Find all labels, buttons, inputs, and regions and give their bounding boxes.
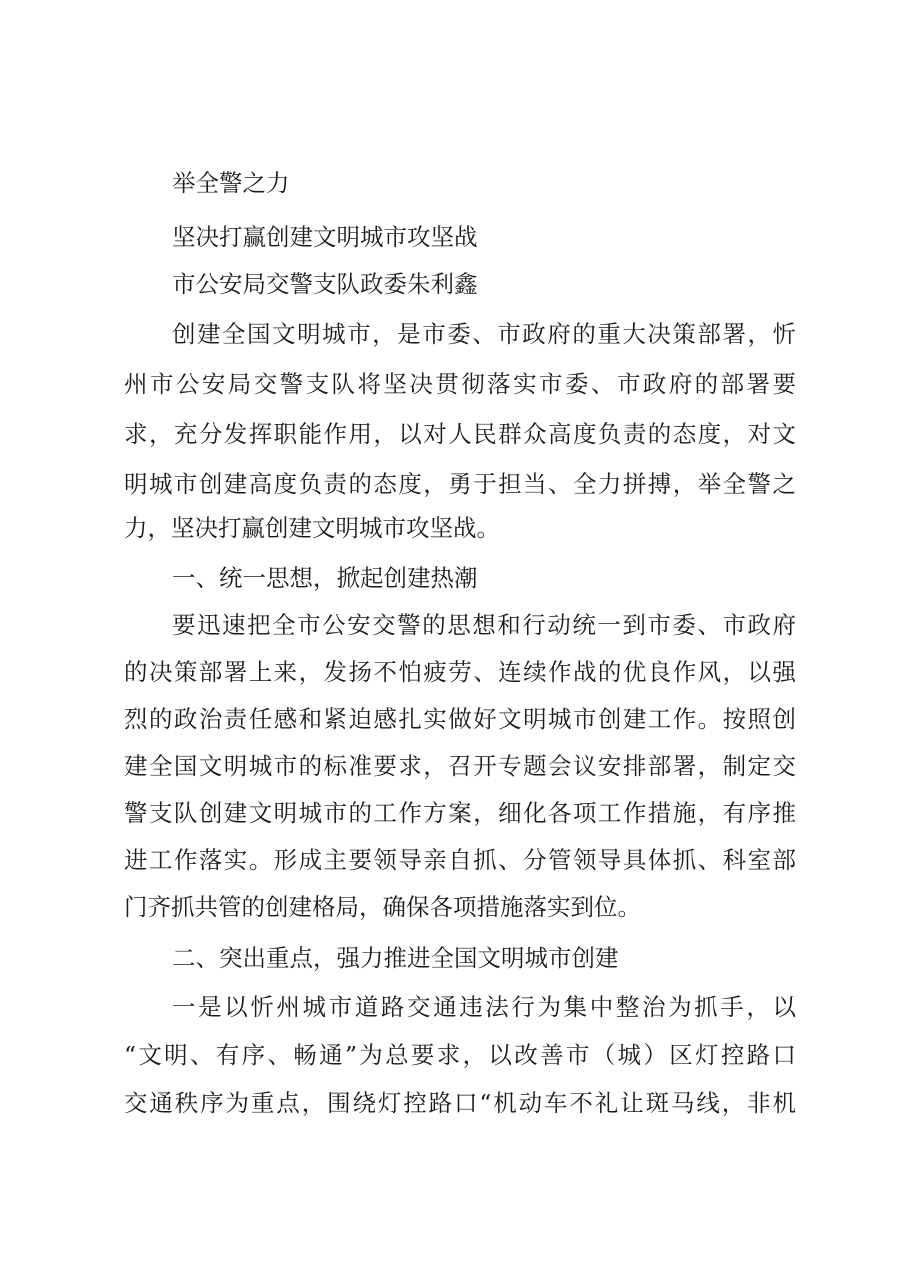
intro-line-1: 创建全国文明城市，是市委、市政府的重大决策部署，忻 bbox=[172, 320, 796, 348]
section1-line-2: 的决策部署上来，发扬不怕疲劳、连续作战的优良作风，以强 bbox=[124, 658, 796, 686]
section1-heading: 一、统一思想，掀起创建热潮 bbox=[172, 564, 478, 592]
intro-line-5: 力，坚决打赢创建文明城市攻坚战。 bbox=[124, 514, 500, 542]
intro-line-3: 求，充分发挥职能作用，以对人民群众高度负责的态度，对文 bbox=[124, 420, 796, 448]
header-line-3: 市公安局交警支队政委朱利鑫 bbox=[172, 270, 478, 298]
section2-line-1: 一是以忻州城市道路交通违法行为集中整治为抓手，以 bbox=[172, 993, 796, 1021]
section1-line-3: 烈的政治责任感和紧迫感扎实做好文明城市创建工作。按照创 bbox=[124, 705, 796, 733]
section2-heading: 二、突出重点，强力推进全国文明城市创建 bbox=[172, 944, 619, 972]
section2-line-2: “文明、有序、畅通”为总要求，以改善市（城）区灯控路口 bbox=[124, 1041, 796, 1069]
header-line-1: 举全警之力 bbox=[172, 169, 290, 197]
header-line-2: 坚决打赢创建文明城市攻坚战 bbox=[172, 223, 478, 251]
section2-line-3: 交通秩序为重点，围绕灯控路口“机动车不礼让斑马线，非机 bbox=[124, 1089, 796, 1117]
section1-line-4: 建全国文明城市的标准要求，召开专题会议安排部署，制定交 bbox=[124, 752, 796, 780]
section1-line-5: 警支队创建文明城市的工作方案，细化各项工作措施，有序推 bbox=[124, 799, 796, 827]
intro-line-4: 明城市创建高度负责的态度，勇于担当、全力拼搏，举全警之 bbox=[124, 470, 796, 498]
intro-line-2: 州市公安局交警支队将坚决贯彻落实市委、市政府的部署要 bbox=[124, 370, 796, 398]
section1-line-6: 进工作落实。形成主要领导亲自抓、分管领导具体抓、科室部 bbox=[124, 846, 796, 874]
section1-line-7: 门齐抓共管的创建格局，确保各项措施落实到位。 bbox=[124, 893, 641, 921]
section1-line-1: 要迅速把全市公安交警的思想和行动统一到市委、市政府 bbox=[172, 611, 796, 639]
